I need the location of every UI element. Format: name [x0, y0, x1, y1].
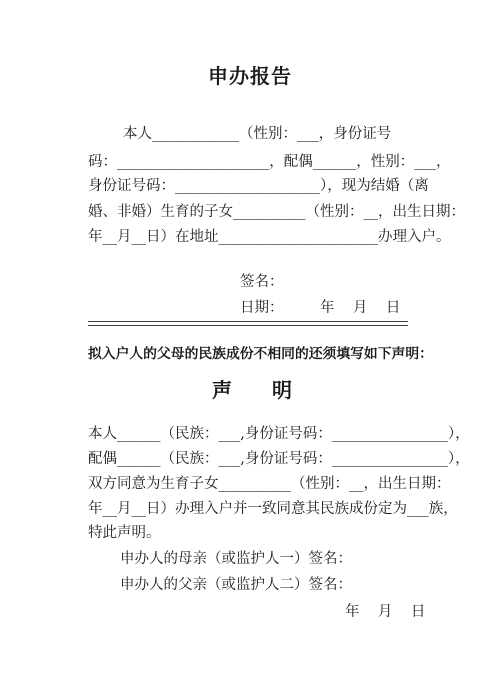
father-sign-label: 申办人的父亲（或监护人二）签名： — [120, 577, 352, 593]
divider-line — [88, 325, 408, 326]
date-label: 日期： — [240, 300, 284, 316]
declaration-line-3: 双方同意为生育子女__________（性别：__，出生日期： — [88, 476, 451, 492]
report-line-3: 身份证号码：____________________），现为结婚（离 — [88, 178, 429, 194]
declaration-line-2: 配偶______（民族：___,身份证号码：________________）， — [88, 451, 470, 467]
declaration-date-fields: 年 月 日 — [345, 604, 426, 620]
report-line-4: 婚、非婚）生育的子女__________（性别：__，出生日期： — [88, 204, 465, 220]
notice-text: 拟入户人的父母的民族成份不相同的还须填写如下声明： — [88, 346, 433, 362]
declaration-line-4: 年__月__日）办理入户并一致同意其民族成份定为___族， — [88, 501, 458, 517]
declaration-line-5: 特此声明。 — [88, 525, 161, 541]
sign-label: 签名： — [240, 274, 284, 290]
mother-sign-label: 申办人的母亲（或监护人一）签名： — [120, 551, 352, 567]
declaration-title: 声明 — [212, 378, 332, 402]
report-title: 申办报告 — [208, 64, 292, 88]
declaration-line-1: 本人______（民族：___,身份证号码：________________）， — [88, 426, 470, 442]
report-date-fields: 年 月 日 — [320, 300, 401, 316]
divider-line — [88, 321, 408, 322]
report-line-1: 本人____________（性别：___，身份证号 — [123, 126, 392, 142]
report-line-5: 年__月__日）在地址______________________办理入户。 — [88, 229, 451, 245]
report-line-2: 码：_____________________，配偶______，性别：___， — [88, 154, 451, 170]
